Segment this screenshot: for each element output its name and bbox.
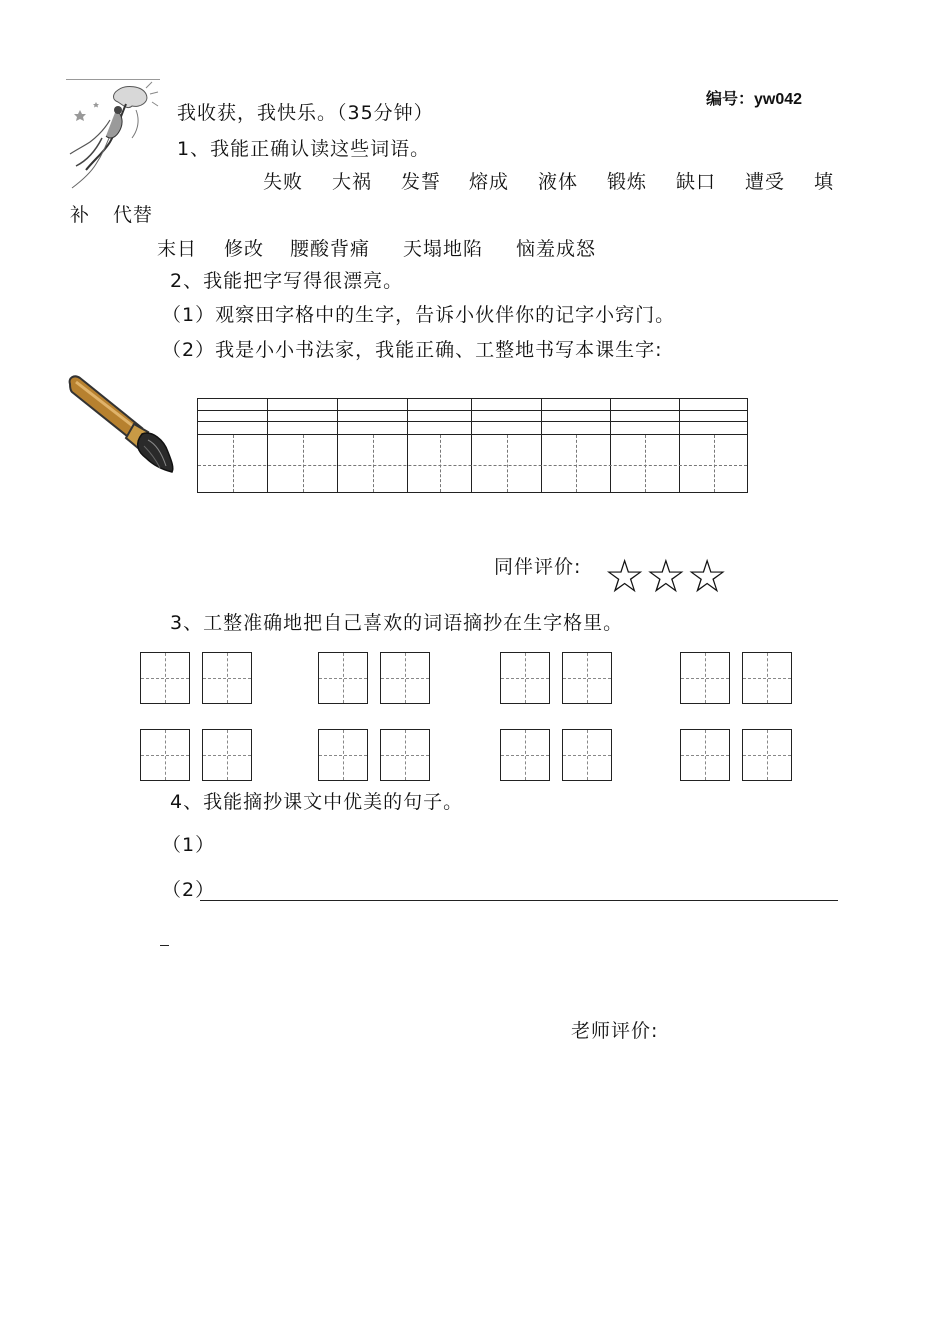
tian-box[interactable] <box>562 729 612 781</box>
q1-heading: 1、我能正确认读这些词语。 <box>177 138 431 160</box>
tian-box[interactable] <box>500 729 550 781</box>
teacher-eval-label: 老师评价: <box>571 1020 659 1042</box>
tian-box[interactable] <box>680 729 730 781</box>
word-1: 失败 <box>263 171 304 193</box>
writing-grid[interactable] <box>197 398 748 493</box>
answer-line[interactable] <box>200 900 838 901</box>
tian-box[interactable] <box>318 729 368 781</box>
word-9-part: 填 <box>814 171 835 193</box>
word-13: 腰酸背痛 <box>290 238 371 260</box>
peer-eval-label: 同伴评价: <box>494 556 582 578</box>
answer-line-continuation <box>160 945 169 946</box>
q2-heading: 2、我能把字写得很漂亮。 <box>170 270 404 292</box>
word-8: 遭受 <box>745 171 786 193</box>
q2-sub2: （2）我是小小书法家，我能正确、工整地书写本课生字: <box>162 339 663 361</box>
word-10: 代替 <box>113 204 154 226</box>
tian-box[interactable] <box>562 652 612 704</box>
word-7: 缺口 <box>676 171 717 193</box>
word-6: 锻炼 <box>607 171 648 193</box>
flying-fairy-illustration <box>66 80 160 192</box>
tian-box[interactable] <box>380 729 430 781</box>
tian-box[interactable] <box>140 729 190 781</box>
page-title: 我收获，我快乐。（35分钟） <box>177 102 434 124</box>
word-3: 发誓 <box>401 171 442 193</box>
tian-box[interactable] <box>380 652 430 704</box>
word-9-rest: 补 <box>70 204 91 226</box>
tian-box[interactable] <box>742 652 792 704</box>
star-icon[interactable]: ☆ <box>645 549 687 603</box>
q4-item2: （2） <box>162 879 216 901</box>
tian-box[interactable] <box>742 729 792 781</box>
tian-box[interactable] <box>202 652 252 704</box>
calligraphy-brush-icon <box>64 372 178 476</box>
word-11: 末日 <box>157 238 198 260</box>
tian-box[interactable] <box>140 652 190 704</box>
tian-box[interactable] <box>318 652 368 704</box>
q4-heading: 4、我能摘抄课文中优美的句子。 <box>170 791 464 813</box>
rating-stars[interactable] <box>604 549 728 603</box>
word-14: 天塌地陷 <box>403 238 484 260</box>
tian-box[interactable] <box>202 729 252 781</box>
word-15: 恼羞成怒 <box>516 238 597 260</box>
tian-box[interactable] <box>500 652 550 704</box>
word-2: 大祸 <box>332 171 373 193</box>
doc-id: 编号：yw042 <box>706 91 803 108</box>
word-5: 液体 <box>538 171 579 193</box>
word-4: 熔成 <box>469 171 510 193</box>
q4-item1: （1） <box>162 834 216 856</box>
word-12: 修改 <box>224 238 265 260</box>
tian-box[interactable] <box>680 652 730 704</box>
star-icon[interactable]: ☆ <box>686 549 728 603</box>
q3-heading: 3、工整准确地把自己喜欢的词语摘抄在生字格里。 <box>170 612 624 634</box>
q2-sub1: （1）观察田字格中的生字，告诉小伙伴你的记字小窍门。 <box>162 304 676 326</box>
star-icon[interactable]: ☆ <box>604 549 646 603</box>
